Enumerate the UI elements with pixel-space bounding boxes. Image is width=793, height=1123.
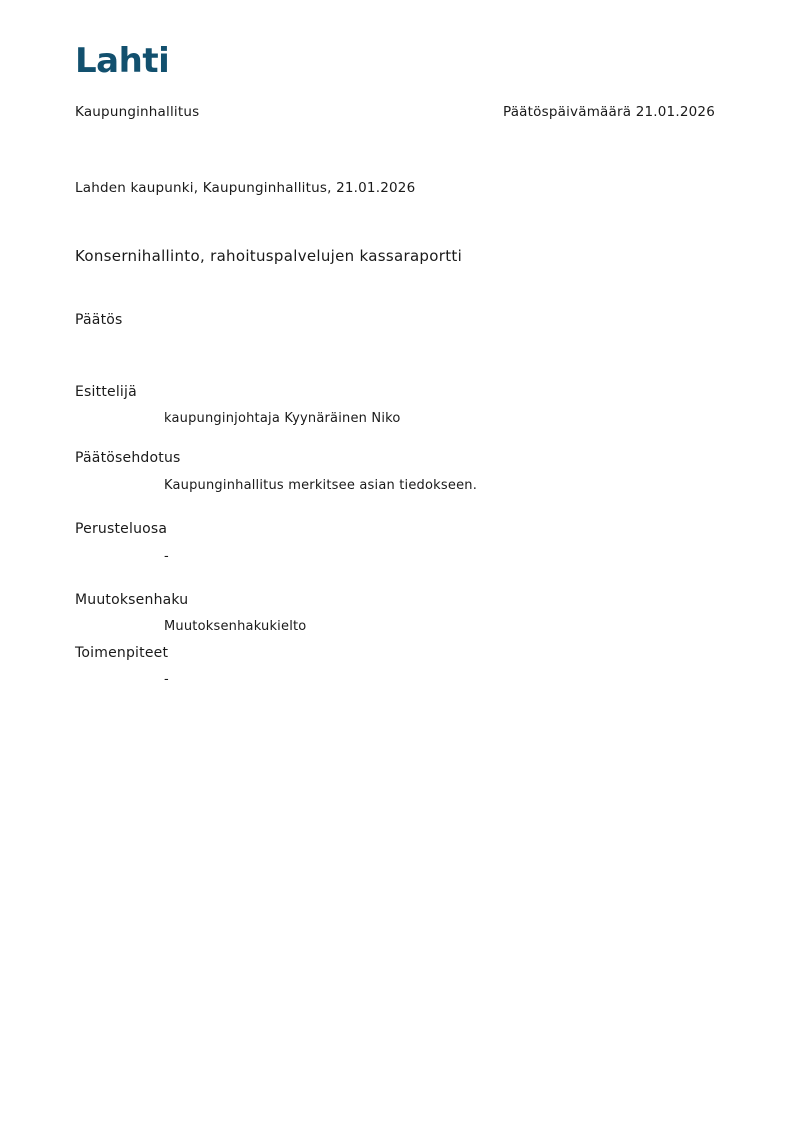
section-heading-toimenpiteet: Toimenpiteet: [75, 645, 169, 661]
header-organ: Kaupunginhallitus: [75, 104, 200, 120]
section-heading-muutoksenhaku: Muutoksenhaku: [75, 592, 189, 608]
section-body-esittelija: kaupunginjohtaja Kyynäräinen Niko: [164, 411, 401, 426]
section-heading-paatosehdotus: Päätösehdotus: [75, 450, 181, 466]
header-decision-date: Päätöspäivämäärä 21.01.2026: [502, 104, 715, 120]
section-body-muutoksenhaku: Muutoksenhakukielto: [164, 619, 307, 634]
section-body-toimenpiteet: -: [164, 672, 169, 687]
section-heading-perusteluosa: Perusteluosa: [75, 521, 168, 537]
section-body-paatosehdotus: Kaupunginhallitus merkitsee asian tiedokseen.: [164, 478, 478, 493]
section-heading-esittelija: Esittelijä: [75, 384, 137, 400]
section-body-perusteluosa: -: [164, 549, 169, 564]
page-title: Konsernihallinto, rahoituspalvelujen kassaraportti: [75, 247, 463, 265]
document-header: [75, 104, 715, 120]
lahti-logo: Lahti: [75, 41, 170, 81]
section-heading-paatos: Päätös: [75, 312, 123, 328]
organization-line: Lahden kaupunki, Kaupunginhallitus, 21.01.2026: [75, 180, 416, 196]
